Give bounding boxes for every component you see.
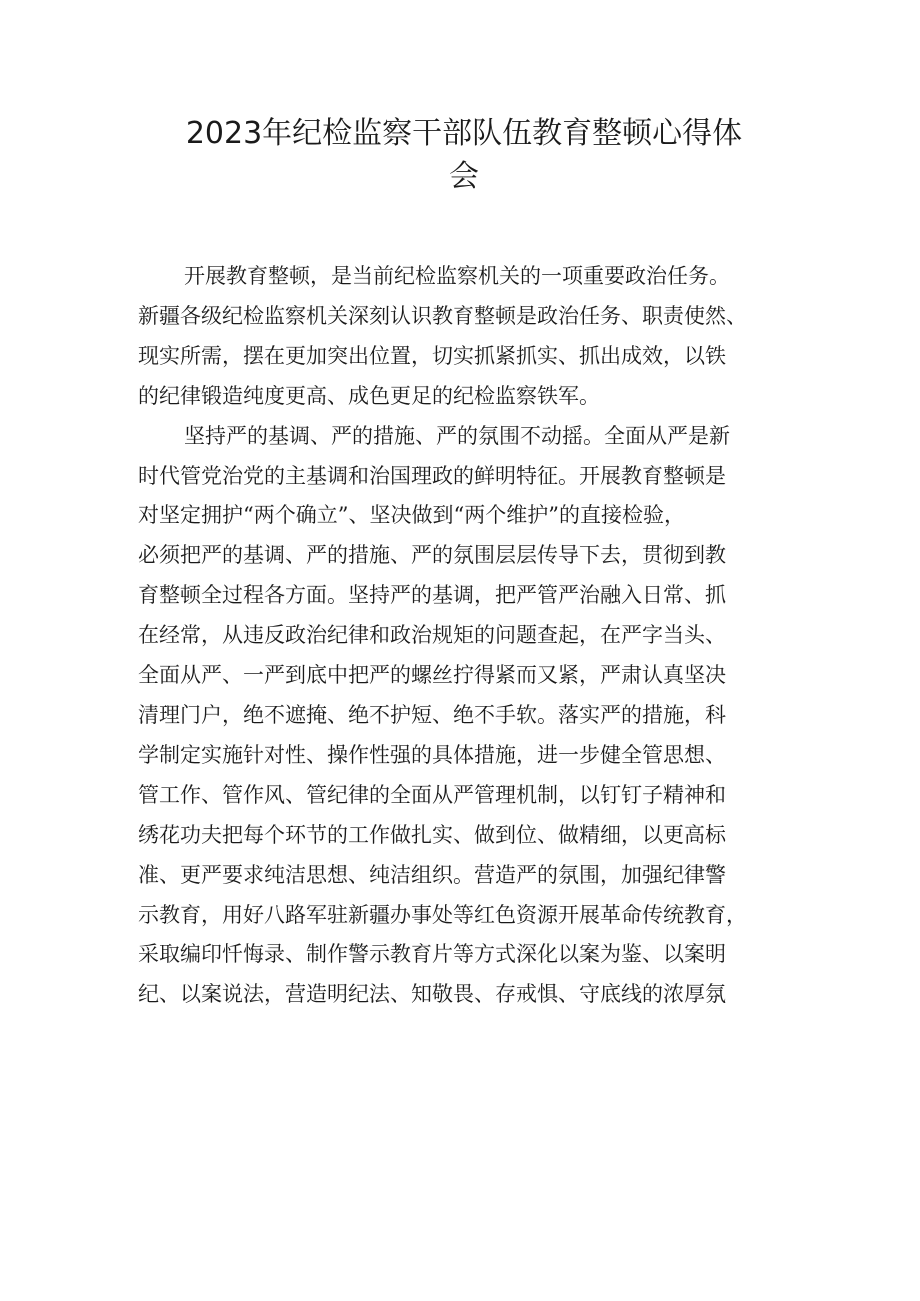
paragraph-1-line: 新疆各级纪检监察机关深刻认识教育整顿是政治任务、职责使然、 xyxy=(138,303,747,328)
paragraph-2-line: 坚持严的基调、严的措施、严的氛围不动摇。全面从严是新 xyxy=(184,423,730,448)
paragraph-1-line: 现实所需，摆在更加突出位置，切实抓紧抓实、抓出成效，以铁 xyxy=(138,343,726,368)
paragraph-2-line: 必须把严的基调、严的措施、严的氛围层层传导下去，贯彻到教 xyxy=(138,543,726,568)
paragraph-2-line: 对坚定拥护“两个确立”、坚决做到“两个维护”的直接检验， xyxy=(138,503,685,528)
paragraph-2-line: 示教育，用好八路军驻新疆办事处等红色资源开展革命传统教育， xyxy=(138,902,747,927)
paragraph-2-line: 绣花功夫把每个环节的工作做扎实、做到位、做精细，以更高标 xyxy=(138,822,726,847)
paragraph-2-line: 管工作、管作风、管纪律的全面从严管理机制，以钉钉子精神和 xyxy=(138,782,726,807)
paragraph-2-line: 清理门户，绝不遮掩、绝不护短、绝不手软。落实严的措施，科 xyxy=(138,702,726,727)
paragraph-2-line: 在经常，从违反政治纪律和政治规矩的问题查起，在严字当头、 xyxy=(138,623,726,648)
document-title xyxy=(138,112,790,198)
paragraph-2-line: 纪、以案说法，营造明纪法、知敬畏、存戒惧、守底线的浓厚氛 xyxy=(138,982,726,1007)
paragraph-2-line: 学制定实施针对性、操作性强的具体措施，进一步健全管思想、 xyxy=(138,742,726,767)
title-line: 会 xyxy=(449,159,479,194)
paragraph-2-line: 全面从严、一严到底中把严的螺丝拧得紧而又紧，严肃认真坚决 xyxy=(138,663,726,688)
paragraph-2-line: 时代管党治党的主基调和治国理政的鲜明特征。开展教育整顿是 xyxy=(138,463,726,488)
title-line: 2023年纪检监察干部队伍教育整顿心得体 xyxy=(185,116,743,151)
paragraph-2-line: 采取编印忏悔录、制作警示教育片等方式深化以案为鉴、以案明 xyxy=(138,942,726,967)
paragraph-1-line: 的纪律锻造纯度更高、成色更足的纪检监察铁军。 xyxy=(138,383,600,408)
paragraph-2-line: 准、更严要求纯洁思想、纯洁组织。营造严的氛围，加强纪律警 xyxy=(138,862,726,887)
paragraph-2-line: 育整顿全过程各方面。坚持严的基调，把严管严治融入日常、抓 xyxy=(138,583,726,608)
document-body xyxy=(138,257,798,1015)
paragraph-1-line: 开展教育整顿，是当前纪检监察机关的一项重要政治任务。 xyxy=(184,264,730,288)
